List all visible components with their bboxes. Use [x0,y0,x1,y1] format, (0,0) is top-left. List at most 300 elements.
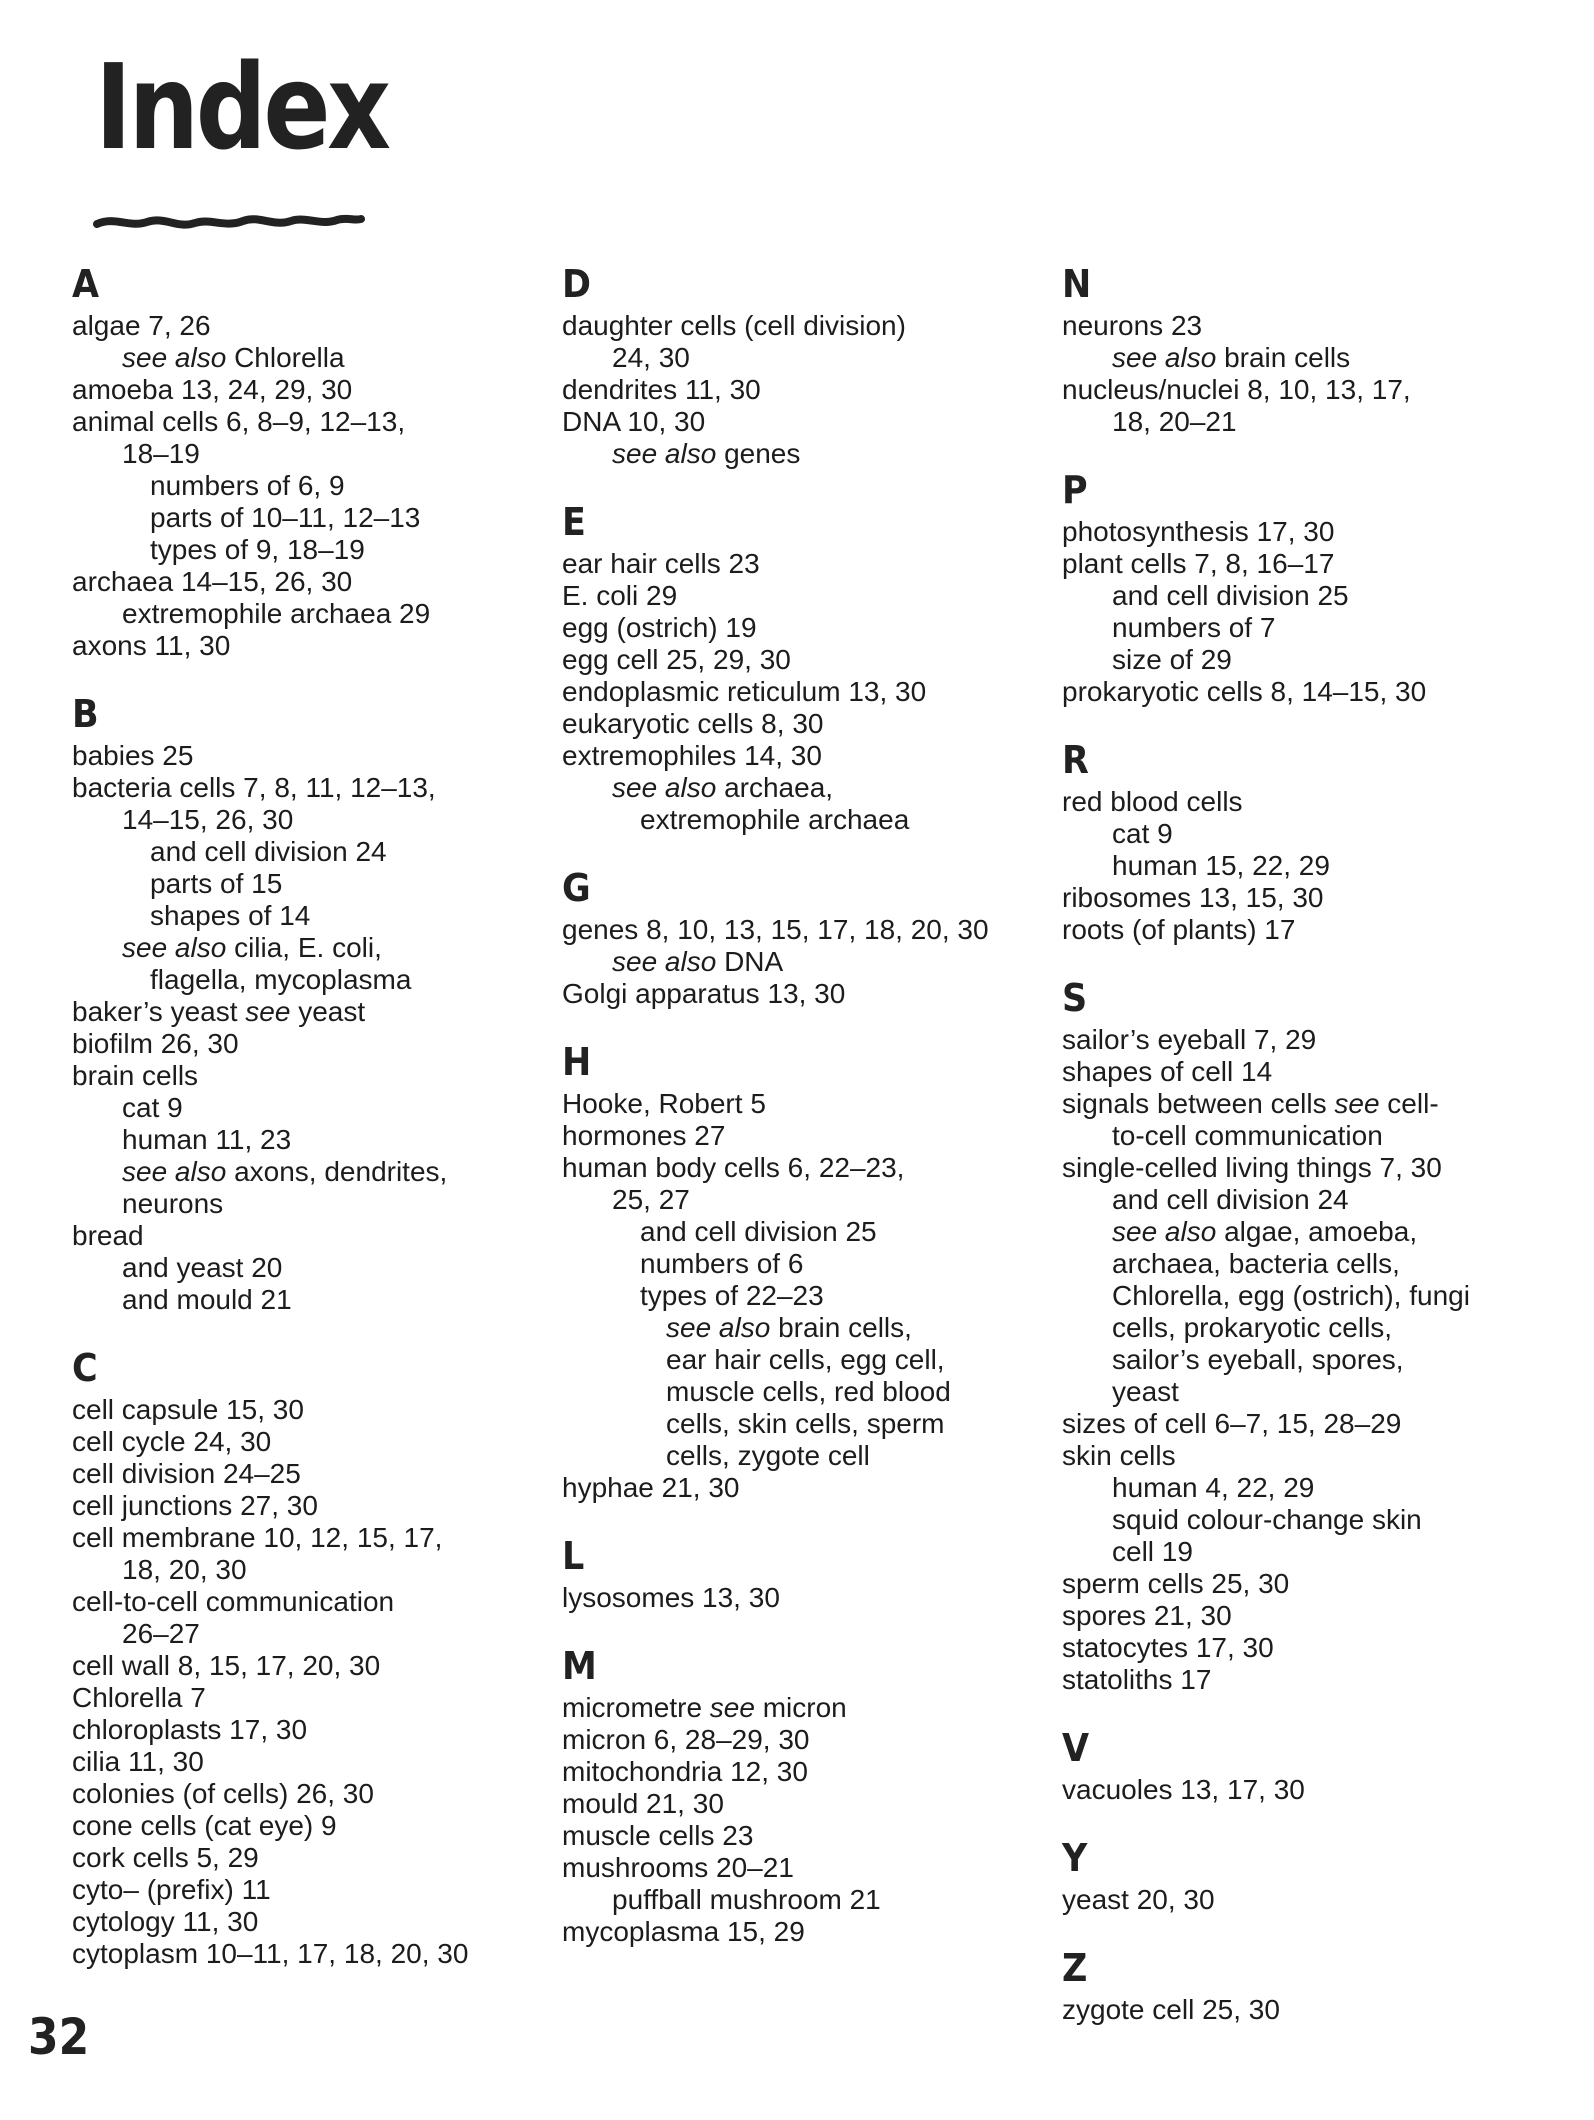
index-entry-line [562,1312,1042,1344]
index-section-a [72,258,542,662]
entry-text: cone cells (cat eye) 9 [72,1810,337,1841]
index-entry-line [562,978,1042,1010]
entry-text: 18–19 [122,438,200,469]
entry-text: parts of 15 [150,868,283,899]
index-entry-line [72,964,542,996]
entry-text: ribosomes 13, 15, 30 [1062,882,1324,913]
index-entry-line [1062,1152,1582,1184]
index-entry-line [562,1408,1042,1440]
index-entry-line [72,1842,542,1874]
index-entry-line [72,406,542,438]
index-entry-line [72,1252,542,1284]
index-entry-line [72,1586,542,1618]
entry-text: archaea, [716,772,834,803]
index-section-m [562,1640,1042,1948]
entry-text: cilia, E. coli, [226,932,382,963]
index-entry-line [72,1746,542,1778]
entry-text: cytoplasm 10–11, 17, 18, 20, 30 [72,1938,469,1969]
index-entry-line [562,1884,1042,1916]
index-entry-line [1062,1632,1582,1664]
index-entry-line [562,1724,1042,1756]
entry-text: axons 11, 30 [72,630,231,661]
index-entry-line [562,1440,1042,1472]
cross-reference-text: see also [612,438,717,469]
entry-text: numbers of 7 [1112,612,1276,643]
index-entry-line [72,1490,542,1522]
entry-text: Hooke, Robert 5 [562,1088,766,1119]
entry-text: muscle cells, red blood [666,1376,951,1407]
entry-text: 18, 20–21 [1112,406,1237,437]
entry-text: cytology 11, 30 [72,1906,259,1937]
index-section-v [1062,1722,1582,1806]
entry-text: Golgi apparatus 13, 30 [562,978,846,1009]
index-entry-line [72,1220,542,1252]
index-column-2 [562,258,1042,1948]
entry-text: size of 29 [1112,644,1232,675]
entry-text: Chlorella, egg (ostrich), fungi [1112,1280,1470,1311]
index-entry-line [1062,1536,1582,1568]
entry-text: endoplasmic reticulum 13, 30 [562,676,927,707]
section-letter: D [562,262,592,306]
entry-text: human 15, 22, 29 [1112,850,1330,881]
entry-text: 26–27 [122,1618,200,1649]
entry-text: daughter cells (cell division) [562,310,906,341]
entry-text: sperm cells 25, 30 [1062,1568,1290,1599]
entry-text: cell wall 8, 15, 17, 20, 30 [72,1650,381,1681]
entry-text: Chlorella 7 [72,1682,206,1713]
index-entry-line [72,1188,542,1220]
entry-text: biofilm 26, 30 [72,1028,239,1059]
index-entry-line [72,1650,542,1682]
section-letter: R [1062,738,1089,782]
index-entry-line [562,1692,1042,1724]
index-entry-line [72,502,542,534]
entry-text: cilia 11, 30 [72,1746,204,1777]
index-entry-line [562,1152,1042,1184]
index-entry-line [1062,310,1582,342]
index-entry-line [562,1788,1042,1820]
index-section-d [562,258,1042,470]
cross-reference-text: see also [612,946,717,977]
index-entry-line [562,1582,1042,1614]
index-entry-line [1062,1884,1582,1916]
index-section-n [1062,258,1582,438]
index-entry-line [1062,1088,1582,1120]
index-entry-line [72,1394,542,1426]
index-entry-line [1062,676,1582,708]
entry-text: mitochondria 12, 30 [562,1756,808,1787]
entry-text: animal cells 6, 8–9, 12–13, [72,406,406,437]
entry-text: micron 6, 28–29, 30 [562,1724,810,1755]
index-entry-line [562,1088,1042,1120]
index-section-p [1062,464,1582,708]
entry-text: vacuoles 13, 17, 30 [1062,1774,1305,1805]
entry-text: amoeba 13, 24, 29, 30 [72,374,353,405]
entry-text: cell cycle 24, 30 [72,1426,272,1457]
title-underline-decoration [93,208,365,236]
section-letter: L [562,1534,585,1578]
index-entry-line [72,1458,542,1490]
entry-text: cells, prokaryotic cells, [1112,1312,1393,1343]
index-entry-line [1062,786,1582,818]
index-entry-line [72,1060,542,1092]
index-entry-line [562,1472,1042,1504]
entry-text: mould 21, 30 [562,1788,724,1819]
entry-text: skin cells [1062,1440,1176,1471]
index-entry-line [72,1522,542,1554]
entry-text: and cell division 24 [150,836,387,867]
section-letter: H [562,1040,592,1084]
index-column-3 [1062,258,1582,2026]
index-column-1 [72,258,542,1970]
index-entry-line [562,1184,1042,1216]
index-entry-line [1062,1568,1582,1600]
index-entry-line [562,1756,1042,1788]
entry-text: chloroplasts 17, 30 [72,1714,308,1745]
index-entry-line [1062,1280,1582,1312]
entry-text: brain cells [72,1060,199,1091]
entry-text: single-celled living things 7, 30 [1062,1152,1442,1183]
index-section-e [562,496,1042,836]
entry-text: human 4, 22, 29 [1112,1472,1315,1503]
entry-text: micrometre [562,1692,710,1723]
entry-text: human body cells 6, 22–23, [562,1152,905,1183]
entry-text: flagella, mycoplasma [150,964,412,995]
entry-text: and cell division 25 [1112,580,1349,611]
index-entry-line [562,946,1042,978]
index-entry-line [562,1248,1042,1280]
cross-reference-text: see also [612,772,717,803]
entry-text: 18, 20, 30 [122,1554,247,1585]
entry-text: plant cells 7, 8, 16–17 [1062,548,1335,579]
index-entry-line [72,1618,542,1650]
index-entry-line [1062,580,1582,612]
entry-text: yeast [1112,1376,1179,1407]
index-section-g [562,862,1042,1010]
entry-text: lysosomes 13, 30 [562,1582,780,1613]
entry-text: signals between cells [1062,1088,1335,1119]
entry-text: numbers of 6, 9 [150,470,345,501]
index-entry-line [72,1938,542,1970]
cross-reference-text: see [1334,1088,1380,1119]
entry-text: spores 21, 30 [1062,1600,1232,1631]
index-entry-line [72,598,542,630]
entry-text: extremophile archaea [640,804,910,835]
entry-text: algae, amoeba, [1216,1216,1418,1247]
entry-text: hormones 27 [562,1120,726,1151]
cross-reference-text: see also [666,1312,771,1343]
index-entry-line [562,1120,1042,1152]
index-entry-line [72,1906,542,1938]
entry-text: squid colour-change skin [1112,1504,1422,1535]
index-entry-line [72,1124,542,1156]
entry-text: sizes of cell 6–7, 15, 28–29 [1062,1408,1402,1439]
entry-text: cell- [1379,1088,1439,1119]
index-section-b [72,688,542,1316]
section-letter: A [72,262,100,306]
index-entry-line [1062,1248,1582,1280]
index-entry-line [562,374,1042,406]
index-entry-line [1062,1376,1582,1408]
index-entry-line [1062,612,1582,644]
entry-text: cat 9 [1112,818,1173,849]
index-section-y [1062,1832,1582,1916]
index-section-s [1062,972,1582,1696]
index-entry-line [1062,548,1582,580]
entry-text: neurons [122,1188,224,1219]
entry-text: axons, dendrites, [226,1156,448,1187]
entry-text: mycoplasma 15, 29 [562,1916,805,1947]
index-entry-line [72,772,542,804]
entry-text: DNA [716,946,784,977]
index-entry-line [562,1344,1042,1376]
entry-text: eukaryotic cells 8, 30 [562,708,824,739]
index-entry-line [562,804,1042,836]
index-entry-line [562,612,1042,644]
entry-text: yeast [290,996,366,1027]
entry-text: cell-to-cell communication [72,1586,395,1617]
entry-text: cell division 24–25 [72,1458,301,1489]
cross-reference-text: see also [1112,1216,1217,1247]
index-section-r [1062,734,1582,946]
entry-text: hyphae 21, 30 [562,1472,740,1503]
index-entry-line [72,1874,542,1906]
index-entry-line [1062,818,1582,850]
index-section-c [72,1342,542,1970]
index-entry-line [562,438,1042,470]
entry-text: extremophiles 14, 30 [562,740,822,771]
section-letter: V [1062,1726,1090,1770]
entry-text: 14–15, 26, 30 [122,804,294,835]
index-entry-line [72,342,542,374]
entry-text: and mould 21 [122,1284,292,1315]
entry-text: baker’s yeast [72,996,246,1027]
index-entry-line [1062,342,1582,374]
index-entry-line [562,310,1042,342]
entry-text: nucleus/nuclei 8, 10, 13, 17, [1062,374,1411,405]
index-entry-line [562,1216,1042,1248]
section-letter: C [72,1346,98,1390]
cross-reference-text: see also [122,342,227,373]
entry-text: human 11, 23 [122,1124,292,1155]
index-entry-line [72,310,542,342]
entry-text: ear hair cells 23 [562,548,760,579]
entry-text: DNA 10, 30 [562,406,706,437]
index-entry-line [562,644,1042,676]
entry-text: yeast 20, 30 [1062,1884,1215,1915]
cross-reference-text: see also [1112,342,1217,373]
entry-text: statoliths 17 [1062,1664,1212,1695]
entry-text: egg cell 25, 29, 30 [562,644,791,675]
index-entry-line [562,406,1042,438]
entry-text: and cell division 24 [1112,1184,1349,1215]
entry-text: algae 7, 26 [72,310,211,341]
index-section-h [562,1036,1042,1504]
index-entry-line [72,1810,542,1842]
section-letter: Y [1062,1836,1088,1880]
entry-text: shapes of cell 14 [1062,1056,1273,1087]
section-letter: P [1062,468,1088,512]
index-entry-line [72,900,542,932]
entry-text: Chlorella [226,342,345,373]
entry-text: ear hair cells, egg cell, [666,1344,945,1375]
entry-text: sailor’s eyeball, spores, [1112,1344,1404,1375]
index-entry-line [1062,1120,1582,1152]
index-entry-line [1062,850,1582,882]
index-entry-line [1062,1504,1582,1536]
page-number: 32 [28,2008,90,2066]
index-entry-line [72,470,542,502]
index-entry-line [1062,1664,1582,1696]
entry-text: babies 25 [72,740,194,771]
entry-text: archaea 14–15, 26, 30 [72,566,353,597]
index-entry-line [72,1092,542,1124]
cross-reference-text: see also [122,932,227,963]
index-entry-line [72,534,542,566]
entry-text: cat 9 [122,1092,183,1123]
entry-text: muscle cells 23 [562,1820,754,1851]
index-entry-line [1062,1056,1582,1088]
entry-text: parts of 10–11, 12–13 [150,502,421,533]
index-entry-line [72,932,542,964]
entry-text: prokaryotic cells 8, 14–15, 30 [1062,676,1427,707]
section-letter: G [562,866,591,910]
index-entry-line [562,580,1042,612]
page-title: Index [95,38,388,176]
index-entry-line [1062,374,1582,406]
index-entry-line [562,1916,1042,1948]
section-letter: M [562,1644,597,1688]
entry-text: types of 22–23 [640,1280,824,1311]
index-entry-line [562,1820,1042,1852]
index-entry-line [1062,1312,1582,1344]
entry-text: types of 9, 18–19 [150,534,365,565]
entry-text: zygote cell 25, 30 [1062,1994,1280,2025]
index-entry-line [72,1682,542,1714]
index-entry-line [1062,1344,1582,1376]
index-entry-line [1062,1024,1582,1056]
index-entry-line [1062,1408,1582,1440]
index-entry-line [72,996,542,1028]
index-entry-line [1062,1994,1582,2026]
index-entry-line [1062,644,1582,676]
index-entry-line [72,1714,542,1746]
index-entry-line [562,1376,1042,1408]
index-entry-line [562,708,1042,740]
entry-text: brain cells [1216,342,1351,373]
index-entry-line [72,1426,542,1458]
entry-text: and yeast 20 [122,1252,283,1283]
entry-text: genes 8, 10, 13, 15, 17, 18, 20, 30 [562,914,989,945]
index-entry-line [1062,1472,1582,1504]
index-entry-line [1062,1216,1582,1248]
index-entry-line [72,868,542,900]
index-entry-line [562,914,1042,946]
entry-text: cyto– (prefix) 11 [72,1874,271,1905]
index-entry-line [72,836,542,868]
index-entry-line [72,1028,542,1060]
index-entry-line [562,676,1042,708]
entry-text: cells, skin cells, sperm [666,1408,945,1439]
index-entry-line [72,1156,542,1188]
index-entry-line [562,342,1042,374]
entry-text: to-cell communication [1112,1120,1383,1151]
entry-text: 25, 27 [612,1184,690,1215]
entry-text: shapes of 14 [150,900,311,931]
index-entry-line [72,374,542,406]
index-entry-line [1062,1184,1582,1216]
entry-text: colonies (of cells) 26, 30 [72,1778,374,1809]
index-entry-line [72,740,542,772]
entry-text: cork cells 5, 29 [72,1842,259,1873]
section-letter: S [1062,976,1088,1020]
cross-reference-text: see [245,996,291,1027]
entry-text: cell capsule 15, 30 [72,1394,304,1425]
index-entry-line [562,772,1042,804]
entry-text: bread [72,1220,144,1251]
entry-text: egg (ostrich) 19 [562,612,757,643]
entry-text: dendrites 11, 30 [562,374,761,405]
entry-text: genes [716,438,801,469]
index-entry-line [72,438,542,470]
entry-text: 24, 30 [612,342,690,373]
index-entry-line [562,548,1042,580]
index-entry-line [72,1554,542,1586]
index-section-z [1062,1942,1582,2026]
entry-text: numbers of 6 [640,1248,804,1279]
entry-text: neurons 23 [1062,310,1203,341]
cross-reference-text: see also [122,1156,227,1187]
entry-text: puffball mushroom 21 [612,1884,881,1915]
index-entry-line [1062,914,1582,946]
index-entry-line [1062,1440,1582,1472]
index-entry-line [562,740,1042,772]
index-entry-line [72,1778,542,1810]
entry-text: cells, zygote cell [666,1440,870,1471]
entry-text: sailor’s eyeball 7, 29 [1062,1024,1317,1055]
index-entry-line [72,804,542,836]
entry-text: archaea, bacteria cells, [1112,1248,1400,1279]
entry-text: photosynthesis 17, 30 [1062,516,1335,547]
section-letter: E [562,500,586,544]
section-letter: Z [1062,1946,1088,1990]
entry-text: micron [754,1692,847,1723]
index-entry-line [1062,516,1582,548]
entry-text: roots (of plants) 17 [1062,914,1296,945]
entry-text: cell 19 [1112,1536,1193,1567]
section-letter: B [72,692,99,736]
index-entry-line [562,1280,1042,1312]
entry-text: statocytes 17, 30 [1062,1632,1274,1663]
entry-text: red blood cells [1062,786,1243,817]
entry-text: brain cells, [770,1312,912,1343]
index-entry-line [1062,1600,1582,1632]
entry-text: E. coli 29 [562,580,678,611]
entry-text: cell membrane 10, 12, 15, 17, [72,1522,443,1553]
index-entry-line [72,566,542,598]
index-entry-line [1062,882,1582,914]
index-entry-line [1062,406,1582,438]
entry-text: and cell division 25 [640,1216,877,1247]
index-section-l [562,1530,1042,1614]
entry-text: cell junctions 27, 30 [72,1490,318,1521]
entry-text: mushrooms 20–21 [562,1852,794,1883]
entry-text: extremophile archaea 29 [122,598,431,629]
index-entry-line [72,1284,542,1316]
index-entry-line [562,1852,1042,1884]
section-letter: N [1062,262,1092,306]
index-entry-line [1062,1774,1582,1806]
